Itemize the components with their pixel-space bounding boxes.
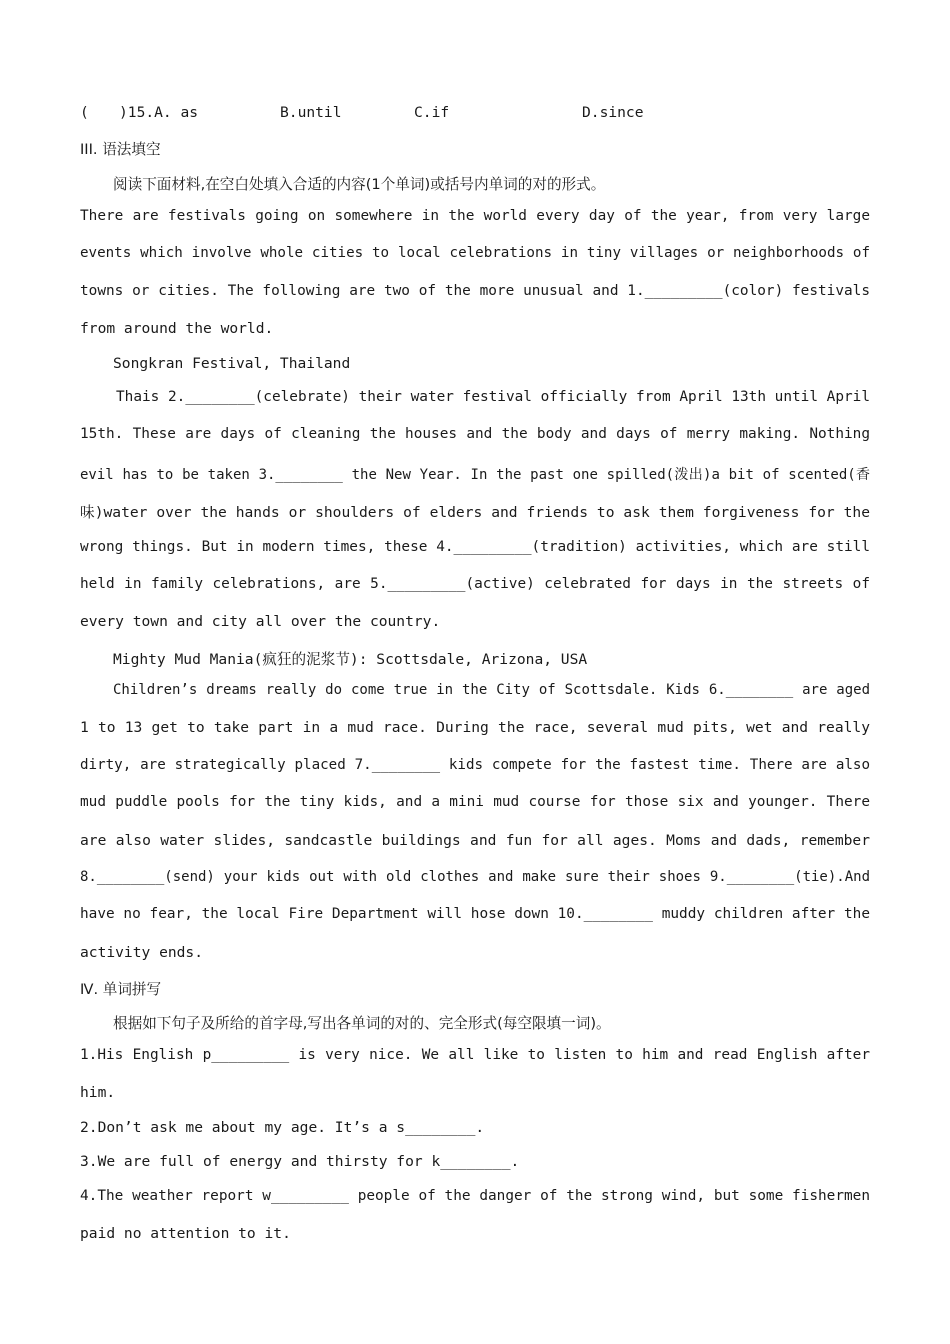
section-4-instruction: 根据如下句子及所给的首字母,写出各单词的对的、完全形式(每空限填一词)。 [113, 1015, 611, 1032]
passage-line: 8.________(send) your kids out with old clothes and make sure their shoes 9.________(tie).And [80, 869, 870, 885]
passage-line: 15th. These are days of cleaning the houses and the body and days of merry making. Nothing [80, 426, 870, 442]
passage-line: activity ends. [80, 944, 204, 961]
subheading-songkran: Songkran Festival, Thailand [113, 355, 351, 372]
passage-line: wrong things. But in modern times, these 4._________(tradition) activities, which are still [80, 539, 870, 555]
passage-line: evil has to be taken 3.________ the New Year. In the past one spilled(泼出)a bit of scented(香 [80, 467, 870, 483]
question-line: 1.His English p_________ is very nice. We all like to listen to him and read English after [80, 1047, 870, 1063]
passage-line: There are festivals going on somewhere in the world every day of the year, from very large [80, 208, 870, 224]
section-3-title: III. 语法填空 [80, 141, 161, 158]
question-line: 4.The weather report w_________ people of the danger of the strong wind, but some fishermen [80, 1188, 870, 1204]
question-line: him. [80, 1084, 116, 1101]
passage-line: from around the world. [80, 320, 274, 337]
passage-line: have no fear, the local Fire Department will hose down 10.________ muddy children after the [80, 906, 870, 922]
option-a: )15.A. as [119, 104, 199, 121]
section-3-instruction: 阅读下面材料,在空白处填入合适的内容(1个单词)或括号内单词的对的形式。 [113, 176, 606, 193]
passage-line: events which involve whole cities to local celebrations in tiny villages or neighborhoods of [80, 245, 870, 261]
passage-line: every town and city all over the country. [80, 613, 441, 630]
option-c: C.if [414, 104, 450, 121]
option-d: D.since [582, 104, 644, 121]
spelling-question-3: 3.We are full of energy and thirsty for k________. [80, 1153, 520, 1170]
subheading-mud-mania: Mighty Mud Mania(疯狂的泥浆节): Scottsdale, Arizona, USA [113, 651, 588, 668]
spelling-question-2: 2.Don’t ask me about my age. It’s a s________. [80, 1119, 485, 1136]
section-4-title: Ⅳ. 单词拼写 [80, 981, 162, 998]
passage-line: Children’s dreams really do come true in the City of Scottsdale. Kids 6.________ are aged [113, 682, 870, 698]
passage-line: 味)water over the hands or shoulders of elders and friends to ask them forgiveness for the [80, 504, 870, 521]
question-line: paid no attention to it. [80, 1225, 291, 1242]
passage-line: dirty, are strategically placed 7.________ kids compete for the fastest time. There are also [80, 757, 870, 773]
option-b: B.until [280, 104, 342, 121]
passage-line: 1 to 13 get to take part in a mud race. During the race, several mud pits, wet and really [80, 719, 870, 736]
answer-paren: ( [80, 104, 89, 121]
passage-line: mud puddle pools for the tiny kids, and a mini mud course for those six and younger. There [80, 794, 870, 810]
passage-line: held in family celebrations, are 5._________(active) celebrated for days in the streets of [80, 576, 870, 592]
passage-line: are also water slides, sandcastle buildings and fun for all ages. Moms and dads, remember [80, 832, 870, 849]
passage-line: Thais 2.________(celebrate) their water festival officially from April 13th until April [116, 389, 870, 405]
passage-line: towns or cities. The following are two of the more unusual and 1._________(color) festivals [80, 283, 870, 299]
